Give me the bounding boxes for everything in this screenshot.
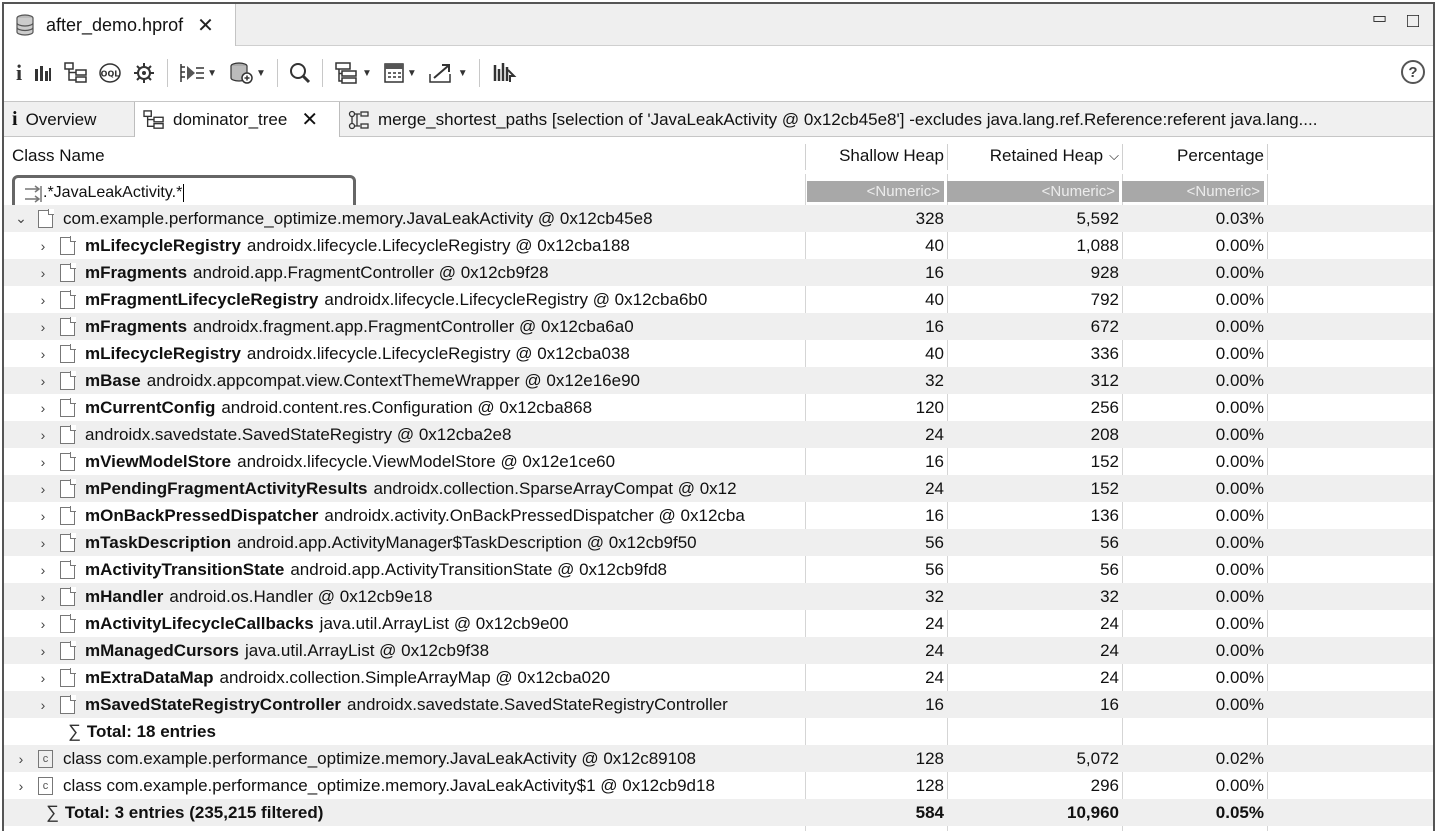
object-type: androidx.fragment.app.FragmentController @ 0x12cba6a0 <box>193 316 634 336</box>
object-icon <box>60 615 75 633</box>
chevron-right-icon[interactable]: › <box>40 264 46 281</box>
percentage-value: 0.00% <box>1215 424 1264 444</box>
percentage-value: 0.00% <box>1215 316 1264 336</box>
table-row[interactable] <box>4 367 1433 394</box>
shallow-heap-value: 24 <box>925 667 944 687</box>
view-tab-bar <box>4 101 1433 137</box>
shallow-heap-value: 40 <box>925 235 944 255</box>
dominator-tree-icon <box>143 110 165 130</box>
field-name: mFragments <box>85 262 188 282</box>
retained-heap-value: 16 <box>1100 694 1119 714</box>
chevron-down-icon[interactable]: ▼ <box>256 67 266 79</box>
percentage-value: 0.00% <box>1215 505 1264 525</box>
chevron-right-icon[interactable]: › <box>40 696 46 713</box>
text-caret <box>183 184 184 202</box>
shallow-heap-value: 56 <box>925 559 944 579</box>
retained-heap-value: 296 <box>1090 775 1119 795</box>
column-header-shallow-heap[interactable]: Shallow Heap <box>839 146 944 165</box>
percentage-value: 0.03% <box>1215 208 1264 228</box>
field-name: mHandler <box>85 586 164 606</box>
find-object-icon[interactable] <box>228 58 266 88</box>
chevron-right-icon[interactable]: › <box>40 237 46 254</box>
chevron-right-icon[interactable]: › <box>40 588 46 605</box>
percentage-value: 0.02% <box>1215 748 1264 768</box>
table-row[interactable] <box>4 556 1433 583</box>
chevron-right-icon[interactable]: › <box>40 480 46 497</box>
chevron-down-icon[interactable]: ▼ <box>406 67 417 79</box>
mat-editor-window <box>2 2 1435 831</box>
percentage-value: 0.00% <box>1215 451 1264 471</box>
tab-overview[interactable] <box>12 102 130 137</box>
object-type: androidx.collection.SimpleArrayMap @ 0x12cba020 <box>219 667 611 687</box>
object-icon <box>60 399 75 417</box>
info-icon[interactable]: i <box>16 60 23 85</box>
chevron-right-icon[interactable]: › <box>40 318 46 335</box>
object-icon <box>60 534 75 552</box>
percentage-value: 0.00% <box>1215 667 1264 687</box>
object-type: android.app.ActivityManager$TaskDescription @ 0x12cb9f50 <box>237 532 697 552</box>
chevron-down-icon[interactable]: ⌄ <box>15 210 27 226</box>
percentage-value: 0.00% <box>1215 397 1264 417</box>
retained-heap-value: 256 <box>1090 397 1119 417</box>
object-type: java.util.ArrayList @ 0x12cb9f38 <box>244 640 490 660</box>
search-icon[interactable] <box>289 58 311 88</box>
table-row[interactable] <box>4 313 1433 340</box>
filter-icon <box>23 184 47 204</box>
percentage-value: 0.00% <box>1215 262 1264 282</box>
retained-heap-value: 312 <box>1090 370 1119 390</box>
retained-heap-value: 24 <box>1100 640 1119 660</box>
percentage-value: 0.00% <box>1215 343 1264 363</box>
object-type: androidx.savedstate.SavedStateRegistry @ 0x12cba2e8 <box>85 424 512 444</box>
chevron-right-icon[interactable]: › <box>18 777 24 794</box>
percentage-value: 0.00% <box>1215 586 1264 606</box>
table-row[interactable] <box>4 448 1433 475</box>
class-label: class com.example.performance_optimize.memory.JavaLeakActivity$1 @ 0x12cb9d18 <box>63 775 715 795</box>
chevron-right-icon[interactable]: › <box>40 561 46 578</box>
retained-heap-value: 136 <box>1090 505 1119 525</box>
table-body <box>4 178 1433 826</box>
oql-icon[interactable] <box>99 58 121 88</box>
sort-descending-icon: ⌵ <box>1109 148 1119 163</box>
retained-heap-value: 928 <box>1090 262 1119 282</box>
shallow-heap-value: 32 <box>925 370 944 390</box>
field-name: mFragmentLifecycleRegistry <box>85 289 319 309</box>
toolbar-separator <box>167 59 168 87</box>
table-row[interactable] <box>4 637 1433 664</box>
object-icon <box>60 642 75 660</box>
editor-tab-hprof[interactable] <box>4 4 236 46</box>
object-type: android.os.Handler @ 0x12cb9e18 <box>169 586 433 606</box>
toolbar-separator <box>322 59 323 87</box>
object-type: androidx.savedstate.SavedStateRegistryController <box>347 694 728 714</box>
shallow-heap-value: 40 <box>925 343 944 363</box>
total-percentage: 0.05% <box>1215 802 1264 822</box>
table-row[interactable] <box>4 610 1433 637</box>
editor-tab-title: after_demo.hprof <box>46 14 184 35</box>
group-result-icon[interactable] <box>334 58 372 88</box>
table-row-root[interactable] <box>4 205 1433 232</box>
table-row[interactable] <box>4 340 1433 367</box>
object-label: com.example.performance_optimize.memory.JavaLeakActivity @ 0x12cb45e8 <box>63 208 653 228</box>
table-row[interactable] <box>4 502 1433 529</box>
object-icon <box>60 669 75 687</box>
field-name: mViewModelStore <box>85 451 232 471</box>
percentage-value: 0.00% <box>1215 289 1264 309</box>
retained-heap-value: 24 <box>1100 667 1119 687</box>
object-type: androidx.lifecycle.LifecycleRegistry @ 0x12cba188 <box>246 235 630 255</box>
field-name: mTaskDescription <box>85 532 232 552</box>
chevron-right-icon[interactable]: › <box>40 642 46 659</box>
object-type: android.app.FragmentController @ 0x12cb9f28 <box>193 262 549 282</box>
object-type: androidx.activity.OnBackPressedDispatcher @ 0x12cba <box>324 505 745 525</box>
shallow-heap-value: 24 <box>925 640 944 660</box>
retained-heap-value: 5,072 <box>1076 748 1119 768</box>
percentage-value: 0.00% <box>1215 235 1264 255</box>
maximize-icon[interactable]: □ <box>1407 10 1420 32</box>
object-type: android.app.ActivityTransitionState @ 0x12cb9fd8 <box>290 559 668 579</box>
object-type: androidx.collection.SparseArrayCompat @ 0x12 <box>373 478 737 498</box>
shallow-heap-value: 24 <box>925 613 944 633</box>
shallow-heap-value: 32 <box>925 586 944 606</box>
field-name: mOnBackPressedDispatcher <box>85 505 319 525</box>
tab-label: dominator_tree <box>173 109 288 129</box>
table-row[interactable] <box>4 394 1433 421</box>
shallow-heap-value: 328 <box>915 208 944 228</box>
info-icon: i <box>12 108 18 130</box>
tab-merge-shortest-paths[interactable] <box>348 102 1433 137</box>
column-header-percentage[interactable]: Percentage <box>1177 146 1264 165</box>
grand-total-row <box>4 799 1433 826</box>
percentage-value: 0.00% <box>1215 370 1264 390</box>
table-row[interactable] <box>4 745 1433 772</box>
object-type: androidx.appcompat.view.ContextThemeWrapper @ 0x12e16e90 <box>146 370 640 390</box>
shallow-heap-value: 16 <box>925 694 944 714</box>
object-icon <box>60 372 75 390</box>
query-browser-icon[interactable] <box>179 58 217 88</box>
regex-filter-value: .*JavaLeakActivity.* <box>43 184 183 201</box>
shallow-heap-value: 24 <box>925 478 944 498</box>
toolbar-separator <box>479 59 480 87</box>
export-icon[interactable] <box>428 58 468 88</box>
shallow-heap-value: 128 <box>915 748 944 768</box>
close-icon[interactable]: ✕ <box>197 14 214 37</box>
tab-label: Overview <box>25 109 97 129</box>
object-icon <box>60 318 75 336</box>
calculate-icon[interactable] <box>383 58 417 88</box>
table-row[interactable] <box>4 421 1433 448</box>
shallow-heap-value: 16 <box>925 505 944 525</box>
table-row[interactable] <box>4 475 1433 502</box>
chevron-down-icon[interactable]: ▼ <box>457 67 468 79</box>
minimize-icon[interactable]: ▭ <box>1372 10 1388 27</box>
retained-heap-value: 152 <box>1090 478 1119 498</box>
chevron-right-icon[interactable]: › <box>40 453 46 470</box>
table-row[interactable] <box>4 664 1433 691</box>
tab-label: merge_shortest_paths [selection of 'JavaLeakActivity @ 0x12cb45e8'] -excludes java.lang.ref.Reference:referent java.lang.... <box>378 109 1318 129</box>
chevron-right-icon[interactable]: › <box>40 534 46 551</box>
object-type: androidx.lifecycle.ViewModelStore @ 0x12e1ce60 <box>237 451 616 471</box>
shallow-heap-value: 16 <box>925 262 944 282</box>
retained-heap-filter[interactable]: <Numeric> <box>947 181 1119 202</box>
object-icon <box>60 291 75 309</box>
object-icon <box>60 264 75 282</box>
retained-heap-value: 5,592 <box>1076 208 1119 228</box>
retained-heap-value: 208 <box>1090 424 1119 444</box>
dominator-tree-icon[interactable] <box>64 58 88 88</box>
field-name: mLifecycleRegistry <box>85 235 241 255</box>
object-icon <box>38 210 53 228</box>
chevron-right-icon[interactable]: › <box>18 750 24 767</box>
table-row[interactable] <box>4 691 1433 718</box>
retained-heap-value: 792 <box>1090 289 1119 309</box>
merge-paths-icon <box>348 110 370 130</box>
shallow-heap-value: 16 <box>925 451 944 471</box>
class-icon: c <box>38 750 53 768</box>
object-type: java.util.ArrayList @ 0x12cb9e00 <box>319 613 569 633</box>
retained-heap-value: 336 <box>1090 343 1119 363</box>
object-type: androidx.lifecycle.LifecycleRegistry @ 0x12cba6b0 <box>324 289 708 309</box>
total-shallow-heap: 584 <box>915 802 944 822</box>
class-label: class com.example.performance_optimize.memory.JavaLeakActivity @ 0x12c89108 <box>63 748 696 768</box>
heap-dump-icon <box>16 14 34 36</box>
chevron-right-icon[interactable]: › <box>40 426 46 443</box>
chevron-right-icon[interactable]: › <box>40 507 46 524</box>
object-icon <box>60 426 75 444</box>
heap-dump-overview-icon[interactable] <box>132 58 156 88</box>
children-total-label: Total: 18 entries <box>86 721 216 741</box>
shallow-heap-value: 24 <box>925 424 944 444</box>
retained-heap-value: 32 <box>1100 586 1119 606</box>
chevron-down-icon[interactable]: ▼ <box>361 67 372 79</box>
object-type: androidx.lifecycle.LifecycleRegistry @ 0x12cba038 <box>246 343 630 363</box>
sum-icon: ∑ <box>46 802 59 822</box>
table-row[interactable] <box>4 232 1433 259</box>
object-icon <box>60 237 75 255</box>
field-name: mFragments <box>85 316 188 336</box>
object-icon <box>60 453 75 471</box>
object-icon <box>60 561 75 579</box>
object-icon <box>60 480 75 498</box>
percentage-value: 0.00% <box>1215 613 1264 633</box>
chevron-right-icon[interactable]: › <box>40 399 46 416</box>
oql-label: OQL <box>100 69 120 79</box>
chevron-down-icon[interactable]: ▼ <box>207 67 218 79</box>
sum-icon: ∑ <box>68 721 81 741</box>
table-row[interactable] <box>4 583 1433 610</box>
object-icon <box>60 507 75 525</box>
close-icon[interactable]: ✕ <box>301 109 319 131</box>
chevron-right-icon[interactable]: › <box>40 669 46 686</box>
percentage-value: 0.00% <box>1215 532 1264 552</box>
chevron-right-icon[interactable]: › <box>40 372 46 389</box>
grand-total-label: Total: 3 entries (235,215 filtered) <box>64 802 324 822</box>
retained-heap-value: 24 <box>1100 613 1119 633</box>
shallow-heap-filter[interactable]: <Numeric> <box>807 181 944 202</box>
percentage-value: 0.00% <box>1215 640 1264 660</box>
class-icon: c <box>38 777 53 795</box>
percentage-value: 0.00% <box>1215 694 1264 714</box>
table-row[interactable] <box>4 286 1433 313</box>
object-icon <box>60 588 75 606</box>
help-icon[interactable]: ? <box>1401 60 1425 84</box>
table-header <box>4 138 1433 174</box>
filter-row <box>4 178 1433 205</box>
field-name: mManagedCursors <box>85 640 239 660</box>
field-name: mActivityTransitionState <box>85 559 285 579</box>
field-name: mPendingFragmentActivityResults <box>85 478 368 498</box>
field-name: mActivityLifecycleCallbacks <box>85 613 314 633</box>
shallow-heap-value: 128 <box>915 775 944 795</box>
shallow-heap-value: 120 <box>915 397 944 417</box>
field-name: mLifecycleRegistry <box>85 343 241 363</box>
percentage-value: 0.00% <box>1215 559 1264 579</box>
retained-heap-value: 1,088 <box>1076 235 1119 255</box>
percentage-value: 0.00% <box>1215 775 1264 795</box>
column-header-retained-heap[interactable]: Retained Heap ⌵ <box>989 146 1119 165</box>
tab-dominator-tree[interactable] <box>134 102 340 137</box>
percentage-filter[interactable]: <Numeric> <box>1122 181 1264 202</box>
column-header-class-name[interactable]: Class Name <box>12 146 105 165</box>
chevron-right-icon[interactable]: › <box>40 345 46 362</box>
table-row[interactable] <box>4 259 1433 286</box>
pin-icon[interactable] <box>491 58 517 88</box>
editor-tab-bar <box>4 4 1433 46</box>
shallow-heap-value: 16 <box>925 316 944 336</box>
shallow-heap-value: 56 <box>925 532 944 552</box>
retained-heap-value: 56 <box>1100 532 1119 552</box>
field-name: mBase <box>85 370 141 390</box>
histogram-icon[interactable] <box>33 58 53 88</box>
field-name: mSavedStateRegistryController <box>85 694 342 714</box>
object-type: android.content.res.Configuration @ 0x12cba868 <box>221 397 593 417</box>
total-retained-heap: 10,960 <box>1067 802 1119 822</box>
table-row[interactable] <box>4 529 1433 556</box>
object-icon <box>60 345 75 363</box>
toolbar-separator <box>277 59 278 87</box>
dominator-tree-table <box>4 138 1433 831</box>
chevron-right-icon[interactable]: › <box>40 291 46 308</box>
percentage-value: 0.00% <box>1215 478 1264 498</box>
table-row[interactable] <box>4 772 1433 799</box>
field-name: mCurrentConfig <box>85 397 216 417</box>
field-name: mExtraDataMap <box>85 667 214 687</box>
children-total-row <box>4 718 1433 745</box>
object-icon <box>60 696 75 714</box>
chevron-right-icon[interactable]: › <box>40 615 46 632</box>
shallow-heap-value: 40 <box>925 289 944 309</box>
retained-heap-value: 152 <box>1090 451 1119 471</box>
toolbar <box>4 47 1433 99</box>
retained-heap-value: 672 <box>1090 316 1119 336</box>
retained-heap-value: 56 <box>1100 559 1119 579</box>
